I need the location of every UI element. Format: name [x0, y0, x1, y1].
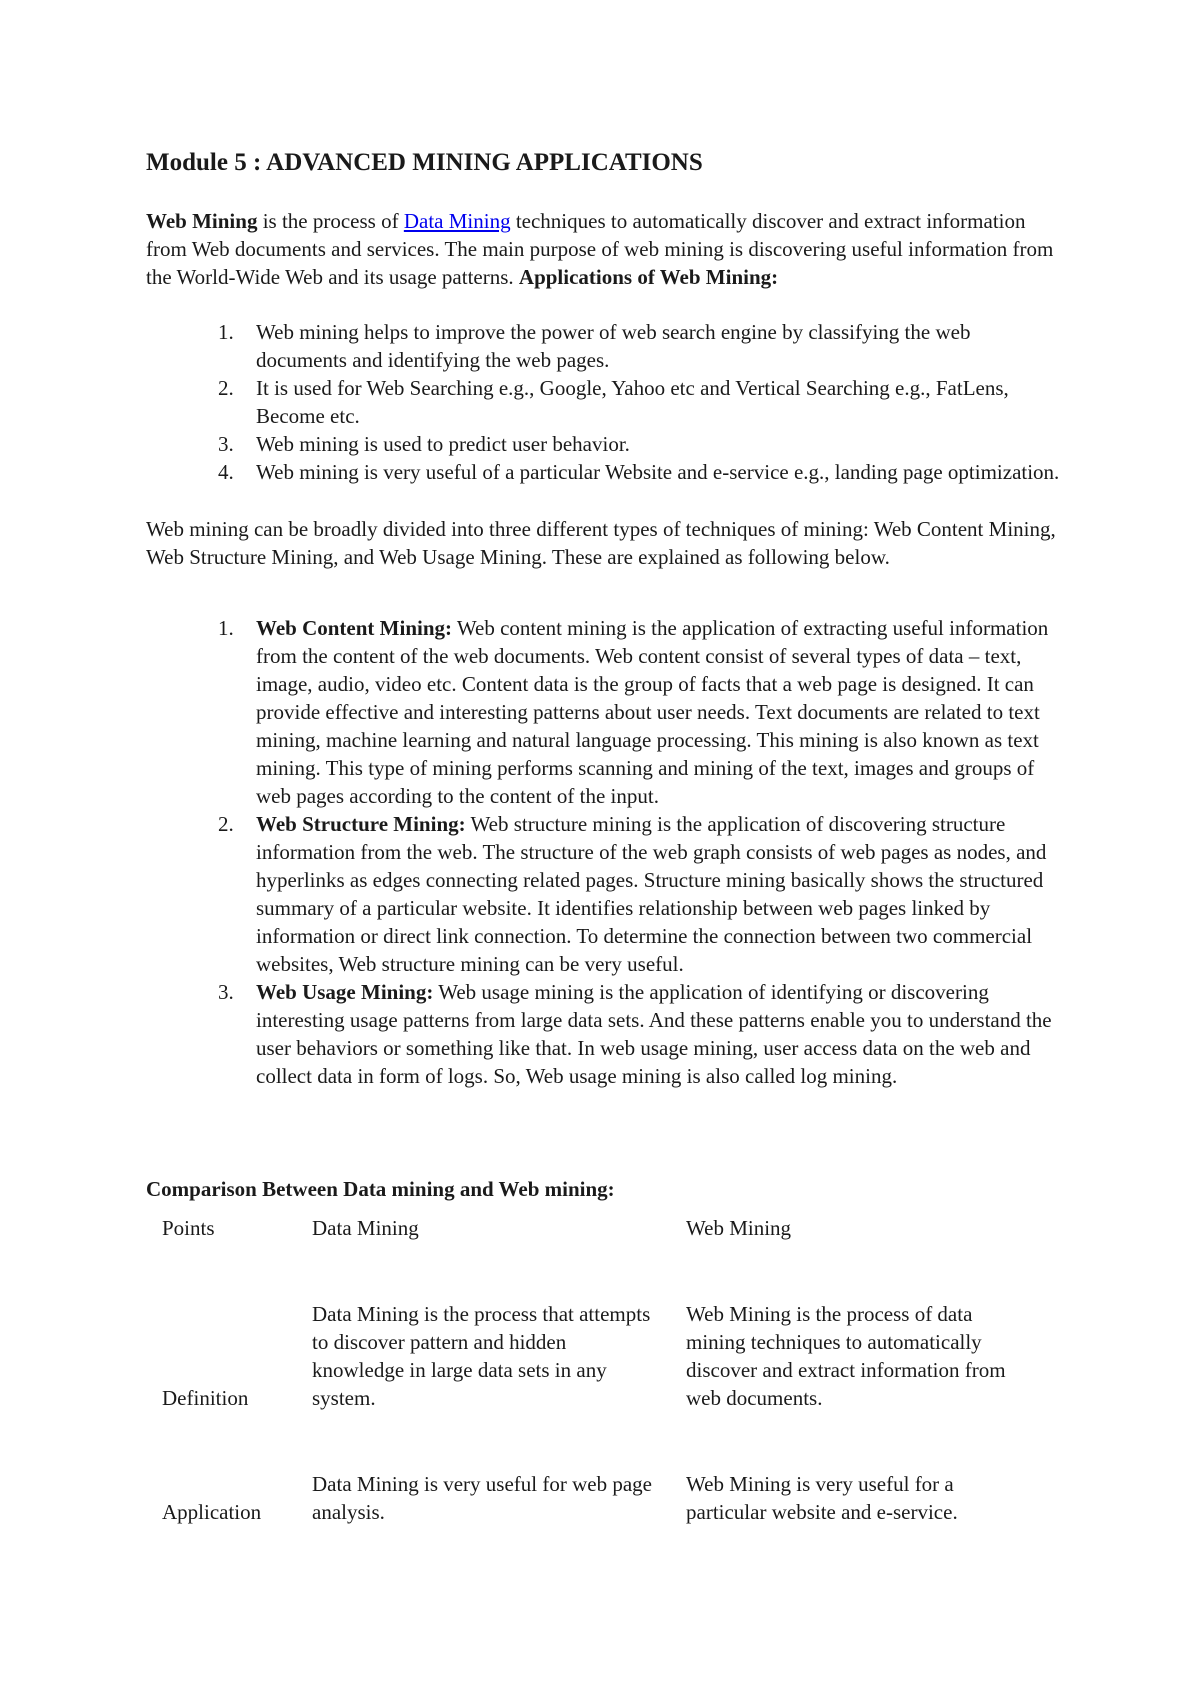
- list-item-text: Web mining is used to predict user behavior.: [256, 432, 630, 456]
- list-item: [146, 430, 1066, 458]
- list-item-term: Web Usage Mining:: [256, 980, 434, 1004]
- intro-paragraph: [146, 207, 1061, 291]
- table-cell: [686, 1242, 1066, 1426]
- cell-text: Data Mining is the process that attempts to discover pattern and hidden knowledge in large data sets in any system.: [312, 1302, 651, 1410]
- mining-types-list: [146, 614, 1066, 1090]
- column-header: Data Mining: [312, 1216, 419, 1240]
- table-cell: Definition: [162, 1386, 249, 1410]
- intro-term: Web Mining: [146, 209, 258, 233]
- table-cell: [312, 1426, 686, 1540]
- list-number: 3.: [218, 980, 234, 1004]
- list-item-text: Web mining is very useful of a particular Website and e-service e.g., landing page optimization.: [256, 460, 1060, 484]
- list-item: [146, 810, 1066, 978]
- list-item-term: Web Structure Mining:: [256, 812, 466, 836]
- list-number: 3.: [218, 432, 234, 456]
- table-cell: Application: [162, 1500, 262, 1524]
- table-cell: [312, 1242, 686, 1426]
- list-number: 2.: [218, 812, 234, 836]
- list-number: 1.: [218, 616, 234, 640]
- list-item-text: Web usage mining is the application of identifying or discovering interesting usage patterns from large data sets. And these patterns enable you to understand the user behaviors or something like that. In web usage mining, user access data on the web and collect data in form of logs. So, Web usage mining is also called log mining.: [256, 980, 1052, 1088]
- list-item-term: Web Content Mining:: [256, 616, 453, 640]
- intro-text-after-link: techniques to automatically discover and extract information from Web documents and services. The main purpose of web mining is discovering useful information from the World-Wide Web and its usage patterns.: [146, 209, 1054, 289]
- list-item: [146, 458, 1066, 486]
- column-header: Web Mining: [686, 1216, 792, 1240]
- list-item-text: Web content mining is the application of extracting useful information from the content of the web documents. Web content consist of several types of data – text, image, audio, video etc. Content data is the group of facts that a web page is designed. It can provide effective and interesting patterns about user needs. Text documents are related to text mining, machine learning and natural language processing. This mining is also known as text mining. This type of mining performs scanning and mining of the text, images and groups of web pages according to the content of the input.: [256, 616, 1049, 808]
- applications-heading: Applications of Web Mining:: [518, 265, 779, 289]
- list-number: 1.: [218, 320, 234, 344]
- comparison-table: [146, 1212, 1066, 1540]
- cell-text: Data Mining is very useful for web page analysis.: [312, 1472, 652, 1524]
- list-item: [146, 614, 1066, 810]
- applications-list: [146, 318, 1066, 486]
- list-item: [146, 978, 1066, 1090]
- table-header-row: [146, 1212, 1066, 1242]
- table-row: [146, 1426, 1066, 1540]
- list-number: 2.: [218, 376, 234, 400]
- data-mining-link[interactable]: Data Mining: [403, 209, 511, 233]
- list-number: 4.: [218, 460, 234, 484]
- column-header: Points: [162, 1216, 215, 1240]
- table-row: [146, 1242, 1066, 1426]
- list-item-text: Web mining helps to improve the power of web search engine by classifying the web documents and identifying the web pages.: [256, 320, 971, 372]
- page-title: Module 5 : ADVANCED MINING APPLICATIONS: [146, 149, 703, 176]
- intro-text-before-link: is the process of: [257, 209, 404, 233]
- cell-text: Web Mining is the process of data mining techniques to automatically discover and extract information from web documents.: [686, 1302, 1006, 1410]
- cell-text: Web Mining is very useful for a particular website and e-service.: [686, 1472, 958, 1524]
- table-cell: [686, 1426, 1066, 1540]
- list-item: [146, 374, 1066, 430]
- types-intro-paragraph: Web mining can be broadly divided into three different types of techniques of mining: Web Content Mining, Web Structure Mining, and Web Usage Mining. These are explained as following below.: [146, 517, 1056, 569]
- list-item: [146, 318, 1066, 374]
- list-item-text: Web structure mining is the application of discovering structure information from the web. The structure of the web graph consists of web pages as nodes, and hyperlinks as edges connecting related pages. Structure mining basically shows the structured summary of a particular website. It identifies relationship between web pages linked by information or direct link connection. To determine the connection between two commercial websites, Web structure mining can be very useful.: [256, 812, 1047, 976]
- comparison-heading: Comparison Between Data mining and Web mining:: [146, 1177, 615, 1201]
- list-item-text: It is used for Web Searching e.g., Google, Yahoo etc and Vertical Searching e.g., FatLens, Become etc.: [256, 376, 1009, 428]
